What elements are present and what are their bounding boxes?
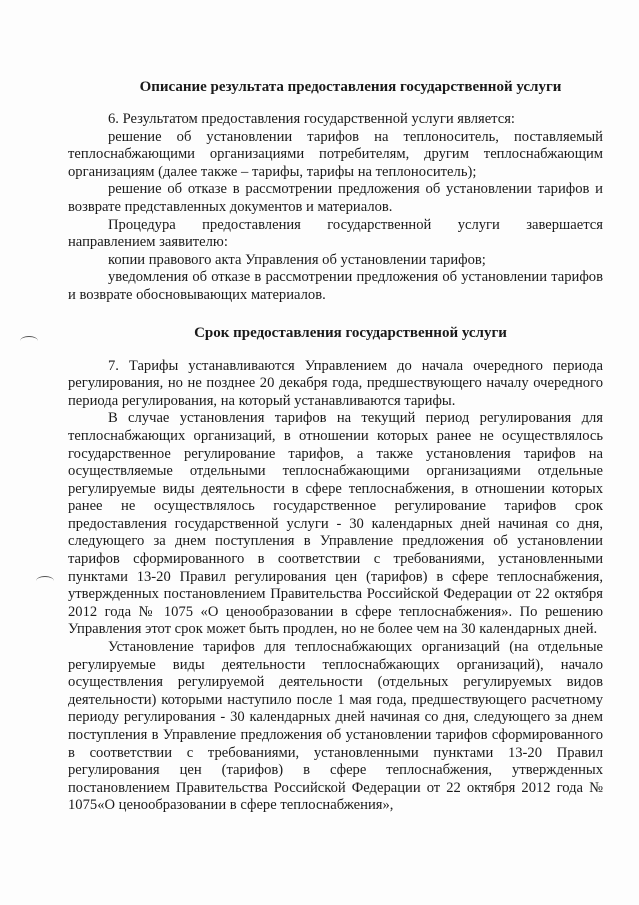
section-heading-term: Срок предоставления государственной услуги <box>194 324 507 341</box>
section-heading-result: Описание результата предоставления государственной услуги <box>139 79 562 95</box>
paragraph: копии правового акта Управления об установлении тарифов; <box>108 251 486 268</box>
paragraph: В случае установления тарифов на текущий период регулирования для теплоснабжающих организаций, в отношении которых ранее не осуществлялось государственное регулирование тарифов, а также установления тарифов на осуществляемые отдельными теплоснабжающими организациями отдельные регулируемые виды деятельности в сфере теплоснабжения, в отношении которых ранее не осуществлялось государственное регулирование тарифов срок предоставления государственной услуги - 30 календарных дней начиная со дня, следующего за днем поступления в Управление предложения об установлении тарифов сформированного в соответствии с требованиями, установленными пунктами 13-20 Правил регулирования цен (тарифов) в сфере теплоснабжения, утвержденных постановлением Правительства Российской Федерации от 22 октября 2012 года № 1075 «О ценообразовании в сфере теплоснабжения». По решению Управления этот срок может быть продлен, но не более чем на 30 календарных дней. <box>68 410 603 638</box>
paragraph: Процедура предоставления государственной услуги завершается направлением заявителю: <box>68 216 603 251</box>
paragraph: уведомления об отказе в рассмотрении предложения об установлении тарифов и возврате обосновывающих материалов. <box>68 269 603 303</box>
punch-hole-mark <box>20 336 38 346</box>
paragraph: 7. Тарифы устанавливаются Управлением до начала очередного периода регулирования, но не позднее 20 декабря года, предшествующего началу очередного периода регулирования, на который устанавливаются тарифы. <box>68 357 603 409</box>
paragraph: решение об отказе в рассмотрении предложения об установлении тарифов и возврате представленных документов и материалов. <box>68 181 603 215</box>
punch-hole-mark <box>36 576 54 586</box>
paragraph: решение об установлении тарифов на теплоноситель, поставляемый теплоснабжающими организациями потребителям, другим теплоснабжающим организациям (далее также – тарифы, тарифы на теплоноситель); <box>68 128 603 180</box>
paragraph: Установление тарифов для теплоснабжающих организаций (на отдельные регулируемые виды деятельности теплоснабжающих организаций), начало осуществления регулируемой деятельности (отдельных регулируемых видов деятельности) которыми наступило после 1 мая года, предшествующего расчетному периоду регулирования - 30 календарных дней начиная со дня, следующего за днем поступления в Управление предложения об установлении тарифов сформированного в соответствии с требованиями, установленными пунктами 13-20 Правил регулирования цен (тарифов) в сфере теплоснабжения, утвержденных постановлением Правительства Российской Федерации от 22 октября 2012 года № 1075«О ценообразовании в сфере теплоснабжения», <box>68 639 603 814</box>
paragraph: 6. Результатом предоставления государственной услуги является: <box>108 111 515 127</box>
document-body <box>68 78 603 815</box>
